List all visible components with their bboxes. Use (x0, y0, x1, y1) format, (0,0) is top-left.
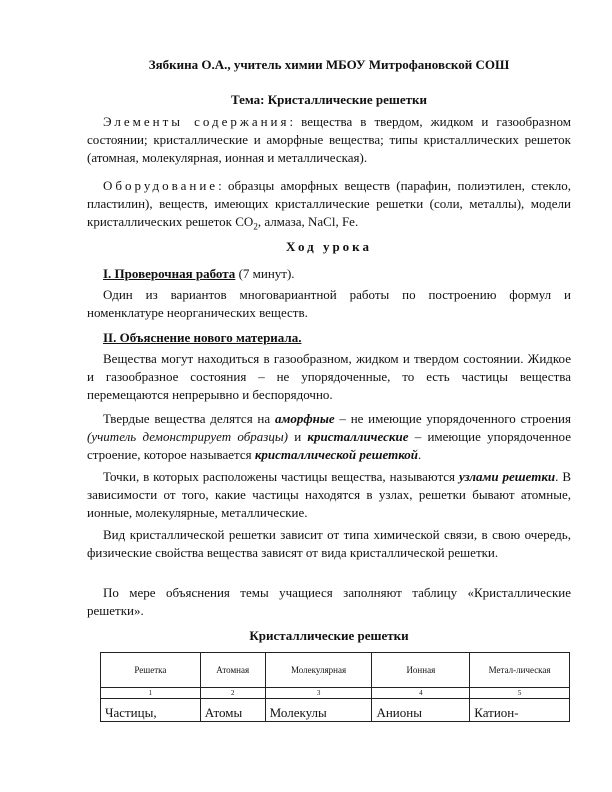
author-header: Зябкина О.А., учитель химии МБОУ Митрофановской СОШ (148, 57, 510, 72)
lesson-progress-heading: Ход урока (286, 239, 372, 254)
content-elements-paragraph (87, 113, 571, 167)
paragraph-lattice-type: Вид кристаллической решетки зависит от типа химической связи, в свою очередь, физические свойства вещества зависят от вида кристаллической решетки. (87, 527, 571, 560)
p3-text-a: Точки, в которых расположены частицы вещества, называются (103, 469, 459, 484)
number-cell: 3 (265, 688, 372, 699)
row1-cell-molecules: Молекулы (265, 699, 372, 722)
equipment-subscript: 2 (253, 221, 258, 232)
table-number-row (101, 688, 570, 699)
p2-text-a: Твердые вещества делятся на (103, 411, 275, 426)
content-elements-label: Элементы содержания (103, 114, 290, 129)
p2-text-e: . (418, 447, 422, 462)
number-cell: 1 (101, 688, 201, 699)
lesson-topic: Тема: Кристаллические решетки (230, 92, 428, 107)
table-title: Кристаллические решетки (249, 628, 409, 643)
paragraph-lattice-nodes (87, 468, 571, 522)
number-cell: 2 (200, 688, 265, 699)
term-crystal-lattice: кристаллической решеткой (254, 447, 419, 462)
crystal-lattice-table (100, 652, 570, 722)
term-amorphous: аморфные (274, 411, 335, 426)
header-cell-lattice: Решетка (101, 653, 201, 688)
number-cell: 4 (372, 688, 470, 699)
equipment-paragraph (87, 177, 571, 236)
content-elements-text: : вещества в твердом, жидком и газообразном состоянии; кристаллические и аморфные вещества; типы кристаллических решеток (атомная, молекулярная, ионная и металлическая). (87, 114, 571, 165)
number-cell: 5 (470, 688, 570, 699)
p2-text-b: – не имеющие упорядоченного строения (334, 411, 571, 426)
table-header-row (101, 653, 570, 688)
equipment-text-end: , алмаза, NaCl, Fe. (257, 214, 359, 229)
row1-cell-particles: Частицы, (101, 699, 201, 722)
paragraph-solids (87, 410, 571, 464)
section1-heading (87, 265, 571, 283)
p2-text-d: – имеющие упорядоченное строение, которое называется (87, 429, 571, 462)
term-crystalline: кристаллические (307, 429, 409, 444)
paragraph-states: Вещества могут находиться в газообразном, жидком и твердом состоянии. Жидкое и газообразное состояния – не упорядоченные, то есть частицы вещества перемещаются непрерывно и беспорядочно. (87, 351, 571, 402)
equipment-label: Оборудование (103, 178, 219, 193)
p2-text-c: и (287, 429, 308, 444)
section1-title: I. Проверочная работа (103, 266, 236, 281)
section1-title-extra: (7 минут). (235, 266, 295, 281)
header-cell-molecular: Молекулярная (265, 653, 372, 688)
table-row (101, 699, 570, 722)
header-cell-atomic: Атомная (200, 653, 265, 688)
p3-text-b: . В зависимости от того, какие частицы находятся в узлах, решетки бывают атомные, ионные, молекулярные, металлические. (87, 469, 572, 520)
row1-cell-cations: Катион- (470, 699, 570, 722)
equipment-text: : образцы аморфных веществ (парафин, полиэтилен, стекло, пластилин), веществ, имеющих кристаллические решетки (соли, металлы), модели кристаллических решеток СО (87, 178, 571, 229)
section1-text: Один из вариантов многовариантной работы по построению формул и номенклатуре неорганических веществ. (87, 287, 571, 320)
teacher-note: (учитель демонстрирует образцы) (87, 429, 288, 444)
header-cell-ionic: Ионная (372, 653, 470, 688)
section2-heading: II. Объяснение нового материала. (103, 330, 302, 345)
header-cell-metallic: Метал-лическая (470, 653, 570, 688)
row1-cell-anions: Анионы (372, 699, 470, 722)
row1-cell-atoms: Атомы (200, 699, 265, 722)
term-lattice-nodes: узлами решетки (458, 469, 556, 484)
paragraph-table-fill: По мере объяснения темы учащиеся заполняют таблицу «Кристаллические решетки». (87, 585, 571, 618)
